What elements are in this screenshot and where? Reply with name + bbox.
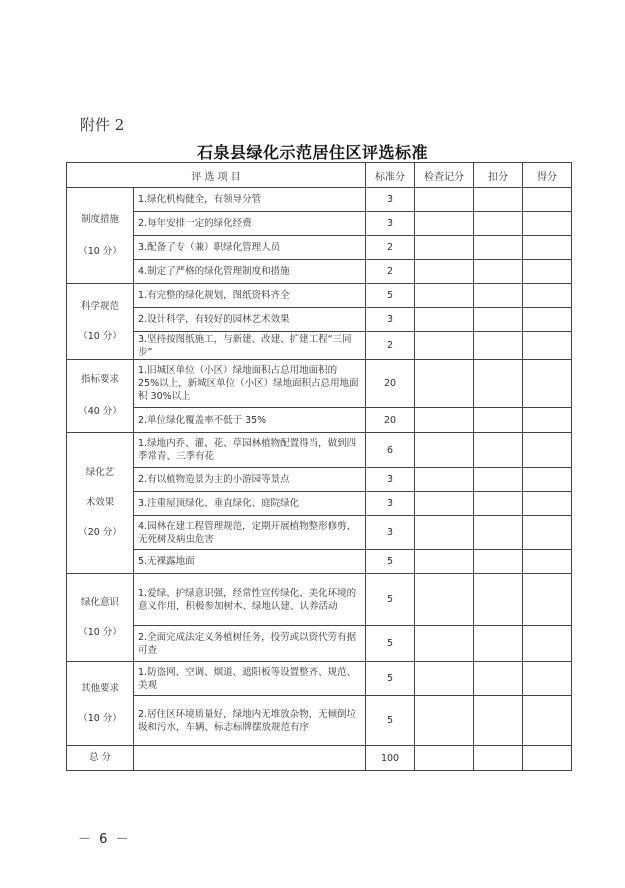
table-row (67, 574, 572, 626)
table-row (67, 308, 572, 332)
total-label: 总 分 (67, 746, 134, 771)
deduction-cell (474, 284, 523, 308)
deduction-cell (474, 212, 523, 236)
criterion-text: 5.无裸露地面 (134, 550, 366, 574)
standard-score: 3 (366, 516, 415, 550)
final-score-cell (523, 188, 572, 212)
table-row (67, 662, 572, 696)
table-row (67, 260, 572, 284)
table-row (67, 360, 572, 408)
standard-score: 3 (366, 212, 415, 236)
category-points: （10 分） (78, 330, 122, 342)
column-header-standard-score: 标准分 (366, 163, 415, 188)
criterion-text: 4.园林在建工程管理规范，定期开展植物整形修剪，无死树及病虫危害 (134, 516, 366, 550)
criterion-text: 1.旧城区单位（小区）绿地面积占总用地面积的 25%以上，新城区单位（小区）绿地面积占总用地面积 30%以上 (134, 360, 366, 408)
category-cell (67, 433, 134, 574)
deduction-cell (474, 626, 523, 662)
deduction-cell (474, 574, 523, 626)
final-score-cell (523, 360, 572, 408)
criterion-text: 2.居住区环境质量好，绿地内无堆放杂物，无倾倒垃圾和污水，车辆、标志标牌摆放规范有序 (134, 696, 366, 746)
check-score-cell (415, 408, 474, 433)
check-score-cell (415, 492, 474, 516)
deduction-cell (474, 662, 523, 696)
final-score-cell (523, 696, 572, 746)
table-row (67, 492, 572, 516)
check-score-cell (415, 260, 474, 284)
deduction-cell (474, 468, 523, 492)
category-points: （10 分） (78, 245, 122, 257)
check-score-cell (415, 550, 474, 574)
total-blank-cell (134, 746, 366, 771)
standard-score: 2 (366, 332, 415, 360)
final-score-cell (523, 492, 572, 516)
criterion-text: 3.坚持按图纸施工，与新建、改建、扩建工程“三同步” (134, 332, 366, 360)
standard-score: 5 (366, 662, 415, 696)
criterion-text: 2.单位绿化覆盖率不低于 35% (134, 408, 366, 433)
deduction-cell (474, 746, 523, 771)
column-header-item: 评 选 项 目 (67, 163, 366, 188)
deduction-cell (474, 433, 523, 468)
category-points: （10 分） (78, 626, 122, 638)
standard-score: 5 (366, 696, 415, 746)
deduction-cell (474, 408, 523, 433)
check-score-cell (415, 516, 474, 550)
criterion-text: 3.配备了专（兼）职绿化管理人员 (134, 236, 366, 260)
page-title: 石泉县绿化示范居住区评选标准 (196, 143, 428, 162)
final-score-cell (523, 408, 572, 433)
criterion-text: 1.有完整的绿化规划，图纸资料齐全 (134, 284, 366, 308)
standard-score: 3 (366, 188, 415, 212)
final-score-cell (523, 433, 572, 468)
category-cell (67, 574, 134, 662)
standard-score: 20 (366, 408, 415, 433)
page-number: － 6 － (78, 832, 131, 847)
check-score-cell (415, 308, 474, 332)
table-row (67, 468, 572, 492)
check-score-cell (415, 626, 474, 662)
deduction-cell (474, 516, 523, 550)
check-score-cell (415, 332, 474, 360)
criterion-text: 3.注重屋顶绿化、垂直绿化、庭院绿化 (134, 492, 366, 516)
category-name-line-2: 术效果 (85, 497, 115, 508)
final-score-cell (523, 284, 572, 308)
category-name: 制度措施 (80, 213, 119, 225)
final-score-cell (523, 516, 572, 550)
category-cell (67, 284, 134, 360)
check-score-cell (415, 188, 474, 212)
criterion-text: 1.爱绿、护绿意识强，经常性宣传绿化、美化环境的意义作用，积极参加树木、绿地认建、认养活动 (134, 574, 366, 626)
category-name: 绿化艺 (85, 467, 115, 478)
check-score-cell (415, 662, 474, 696)
standard-score: 6 (366, 433, 415, 468)
standard-score: 3 (366, 308, 415, 332)
category-name: 科学规范 (80, 300, 119, 312)
standard-score: 5 (366, 550, 415, 574)
table-row (67, 408, 572, 433)
standard-score: 20 (366, 360, 415, 408)
total-row (67, 746, 572, 771)
criterion-text: 2.设计科学，有较好的园林艺术效果 (134, 308, 366, 332)
criterion-text: 1.绿化机构健全，有领导分管 (134, 188, 366, 212)
table-row (67, 188, 572, 212)
deduction-cell (474, 188, 523, 212)
check-score-cell (415, 468, 474, 492)
final-score-cell (523, 260, 572, 284)
deduction-cell (474, 696, 523, 746)
deduction-cell (474, 332, 523, 360)
final-score-cell (523, 332, 572, 360)
criterion-text: 1.绿地内乔、灌、花、草园林植物配置得当，做到四季常青、三季有花 (134, 433, 366, 468)
category-name: 其他要求 (80, 682, 119, 694)
check-score-cell (415, 360, 474, 408)
standard-score: 2 (366, 236, 415, 260)
attachment-label: 附件 2 (80, 116, 125, 134)
deduction-cell (474, 360, 523, 408)
deduction-cell (474, 260, 523, 284)
table-row (67, 433, 572, 468)
final-score-cell (523, 236, 572, 260)
deduction-cell (474, 236, 523, 260)
check-score-cell (415, 236, 474, 260)
final-score-cell (523, 574, 572, 626)
final-score-cell (523, 550, 572, 574)
check-score-cell (415, 212, 474, 236)
column-header-deduction: 扣分 (474, 163, 523, 188)
criterion-text: 2.全面完成法定义务植树任务，投劳或以资代劳有据可查 (134, 626, 366, 662)
criterion-text: 2.有以植物造景为主的小游园等景点 (134, 468, 366, 492)
check-score-cell (415, 574, 474, 626)
category-points: （10 分） (78, 712, 122, 724)
criterion-text: 1.防盗网、空调、烟道、遮阳板等设置整齐、规范、美观 (134, 662, 366, 696)
standard-score: 5 (366, 284, 415, 308)
category-points: （20 分） (78, 527, 122, 538)
check-score-cell (415, 284, 474, 308)
standard-score: 3 (366, 468, 415, 492)
criterion-text: 2.每年安排一定的绿化经费 (134, 212, 366, 236)
category-cell (67, 188, 134, 284)
category-cell (67, 662, 134, 746)
final-score-cell (523, 626, 572, 662)
deduction-cell (474, 308, 523, 332)
check-score-cell (415, 696, 474, 746)
table-row (67, 516, 572, 550)
final-score-cell (523, 212, 572, 236)
check-score-cell (415, 746, 474, 771)
table-row (67, 236, 572, 260)
final-score-cell (523, 746, 572, 771)
category-name: 绿化意识 (80, 596, 119, 608)
evaluation-criteria-table (66, 162, 572, 771)
table-row (67, 332, 572, 360)
table-row (67, 550, 572, 574)
standard-score: 2 (366, 260, 415, 284)
table-row (67, 212, 572, 236)
criterion-text: 4.制定了严格的绿化管理制度和措施 (134, 260, 366, 284)
category-points: （40 分） (78, 406, 122, 417)
final-score-cell (523, 468, 572, 492)
category-name: 指标要求 (80, 374, 119, 385)
standard-score: 5 (366, 574, 415, 626)
column-header-final-score: 得分 (523, 163, 572, 188)
final-score-cell (523, 308, 572, 332)
deduction-cell (474, 492, 523, 516)
check-score-cell (415, 433, 474, 468)
standard-score: 5 (366, 626, 415, 662)
standard-score: 3 (366, 492, 415, 516)
total-score: 100 (366, 746, 415, 771)
deduction-cell (474, 550, 523, 574)
table-row (67, 696, 572, 746)
category-cell (67, 360, 134, 433)
table-header-row (67, 163, 572, 188)
table-row (67, 626, 572, 662)
final-score-cell (523, 662, 572, 696)
table-row (67, 284, 572, 308)
column-header-check-score: 检查记分 (415, 163, 474, 188)
